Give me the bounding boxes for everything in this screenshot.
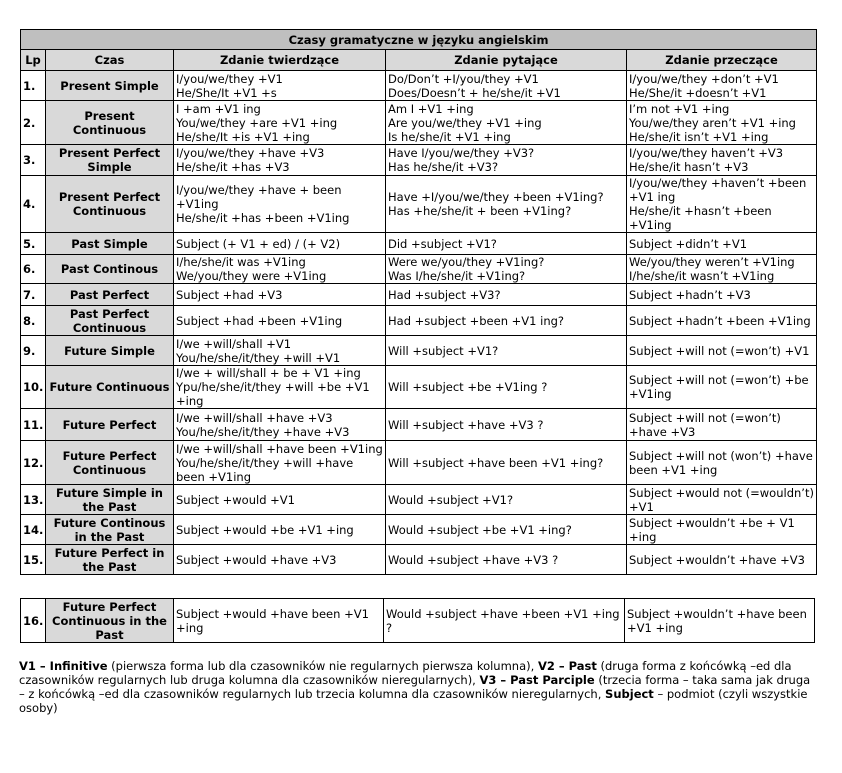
row-number: 9. [21,336,46,366]
table-row [21,101,817,145]
affirmative-form: I/we + will/shall + be + V1 +ing Ypu/he/she/it/they +will +be +V1 +ing [174,366,386,409]
negative-form: Subject +wouldn’t +have +V3 [627,545,817,575]
row-number: 4. [21,176,46,233]
table-row [21,545,817,575]
row-number: 3. [21,145,46,176]
header-affirmative: Zdanie twierdzące [174,50,386,71]
negative-form: Subject +will not (won’t) +have been +V1 +ing [627,441,817,485]
tenses-table [20,29,817,575]
tense-name: Past Perfect Continuous [46,306,174,336]
negative-form: Subject +hadn’t +V3 [627,284,817,306]
tense-name: Present Simple [46,71,174,101]
affirmative-form: Subject +would +have +V3 [174,545,386,575]
legend-v2-text: (druga forma z końcówką –ed dla czasowników regularnych lub druga kolumna dla czasowników nieregularnych), [19,659,792,687]
affirmative-form: Subject +would +have been +V1 +ing [174,599,384,643]
affirmative-form: I/we +will/shall +have been +V1ing You/he/she/it/they +will +have been +V1ing [174,441,386,485]
question-form: Were we/you/they +V1ing? Was I/he/she/it +V1ing? [386,255,627,284]
tense-name: Past Continous [46,255,174,284]
affirmative-form: Subject +had +V3 [174,284,386,306]
legend-v1-text: (pierwsza forma lub dla czasowników nie regularnych pierwsza kolumna), [107,659,538,673]
tense-name: Future Perfect Continuous in the Past [46,599,174,643]
header-question: Zdanie pytające [386,50,627,71]
tense-name: Past Perfect [46,284,174,306]
row-number: 10. [21,366,46,409]
tense-name: Future Simple in the Past [46,485,174,515]
question-form: Am I +V1 +ing Are you/we/they +V1 +ing Is he/she/it +V1 +ing [386,101,627,145]
affirmative-form: I/you/we/they +have +V3 He/she/it +has +V3 [174,145,386,176]
table-row [21,409,817,441]
question-form: Would +subject +V1? [386,485,627,515]
tense-name: Future Simple [46,336,174,366]
row-number: 15. [21,545,46,575]
negative-form: I/you/we/they haven’t +V3 He/she/it hasn’t +V3 [627,145,817,176]
row-number: 2. [21,101,46,145]
row-number: 6. [21,255,46,284]
legend-v2-term: V2 – Past [537,659,597,673]
tense-name: Past Simple [46,233,174,255]
legend-subject-text: – podmiot (czyli wszystkie osoby) [19,687,808,715]
tense-name: Future Continous in the Past [46,515,174,545]
negative-form: Subject +would not (=wouldn’t) +V1 [627,485,817,515]
negative-form: I/you/we/they +haven’t +been +V1 ing He/she/it +hasn’t +been +V1ing [627,176,817,233]
extra-tense-table [20,598,815,643]
table-row [21,145,817,176]
question-form: Have I/you/we/they +V3? Has he/she/it +V3? [386,145,627,176]
affirmative-form: Subject +would +V1 [174,485,386,515]
question-form: Would +subject +have +been +V1 +ing ? [384,599,625,643]
negative-form: Subject +wouldn’t +have been +V1 +ing [625,599,815,643]
tense-name: Future Perfect Continuous [46,441,174,485]
affirmative-form: I/he/she/it was +V1ing We/you/they were +V1ing [174,255,386,284]
negative-form: Subject +will not (=won’t) +have +V3 [627,409,817,441]
affirmative-form: I +am +V1 ing You/we/they +are +V1 +ing He/she/It +is +V1 +ing [174,101,386,145]
affirmative-form: Subject +would +be +V1 +ing [174,515,386,545]
tense-name: Present Perfect Simple [46,145,174,176]
negative-form: Subject +will not (=won’t) +be +V1ing [627,366,817,409]
negative-form: Subject +wouldn’t +be + V1 +ing [627,515,817,545]
question-form: Had +subject +V3? [386,284,627,306]
tense-name: Present Perfect Continuous [46,176,174,233]
tense-name: Future Perfect in the Past [46,545,174,575]
negative-form: Subject +hadn’t +been +V1ing [627,306,817,336]
question-form: Will +subject +have been +V1 +ing? [386,441,627,485]
question-form: Would +subject +be +V1 +ing? [386,515,627,545]
affirmative-form: Subject +had +been +V1ing [174,306,386,336]
table-row [21,485,817,515]
tense-name: Future Continuous [46,366,174,409]
affirmative-form: I/you/we/they +have + been +V1ing He/she/it +has +been +V1ing [174,176,386,233]
table-row [21,515,817,545]
row-number: 12. [21,441,46,485]
table-row [21,233,817,255]
question-form: Do/Don’t +I/you/they +V1 Does/Doesn’t + he/she/it +V1 [386,71,627,101]
row-number: 14. [21,515,46,545]
row-number: 11. [21,409,46,441]
row-number: 7. [21,284,46,306]
header-tense: Czas [46,50,174,71]
table-row [21,366,817,409]
header-negative: Zdanie przeczące [627,50,817,71]
question-form: Will +subject +be +V1ing ? [386,366,627,409]
row-number: 5. [21,233,46,255]
legend [19,659,819,715]
negative-form: I’m not +V1 +ing You/we/they aren’t +V1 +ing He/she/it isn’t +V1 +ing [627,101,817,145]
table-title: Czasy gramatyczne w języku angielskim [21,30,817,50]
table-row [21,71,817,101]
affirmative-form: I/we +will/shall +have +V3 You/he/she/it/they +have +V3 [174,409,386,441]
affirmative-form: I/you/we/they +V1 He/She/It +V1 +s [174,71,386,101]
row-number: 13. [21,485,46,515]
affirmative-form: Subject (+ V1 + ed) / (+ V2) [174,233,386,255]
table-row [21,336,817,366]
question-form: Did +subject +V1? [386,233,627,255]
tense-name: Present Continuous [46,101,174,145]
question-form: Will +subject +have +V3 ? [386,409,627,441]
table-row [21,599,815,643]
row-number: 8. [21,306,46,336]
affirmative-form: I/we +will/shall +V1 You/he/she/it/they +will +V1 [174,336,386,366]
row-number: 1. [21,71,46,101]
question-form: Have +I/you/we/they +been +V1ing? Has +he/she/it + been +V1ing? [386,176,627,233]
row-number: 16. [21,599,46,643]
question-form: Would +subject +have +V3 ? [386,545,627,575]
table-row [21,284,817,306]
legend-v3-term: V3 – Past Parciple [479,673,595,687]
negative-form: Subject +didn’t +V1 [627,233,817,255]
question-form: Will +subject +V1? [386,336,627,366]
question-form: Had +subject +been +V1 ing? [386,306,627,336]
table-row [21,306,817,336]
tense-name: Future Perfect [46,409,174,441]
negative-form: We/you/they weren’t +V1ing I/he/she/it wasn’t +V1ing [627,255,817,284]
legend-v3-text: (trzecia forma – taka sama jak druga – z końcówką –ed dla czasowników regularnych lub trzecia kolumna dla czasowników nieregularnych, [19,673,811,701]
table-row [21,176,817,233]
table-row [21,441,817,485]
negative-form: Subject +will not (=won’t) +V1 [627,336,817,366]
negative-form: I/you/we/they +don’t +V1 He/She/it +doesn’t +V1 [627,71,817,101]
legend-subject-term: Subject [605,687,654,701]
table-row [21,255,817,284]
legend-v1-term: V1 – Infinitive [19,659,108,673]
header-lp: Lp [21,50,46,71]
